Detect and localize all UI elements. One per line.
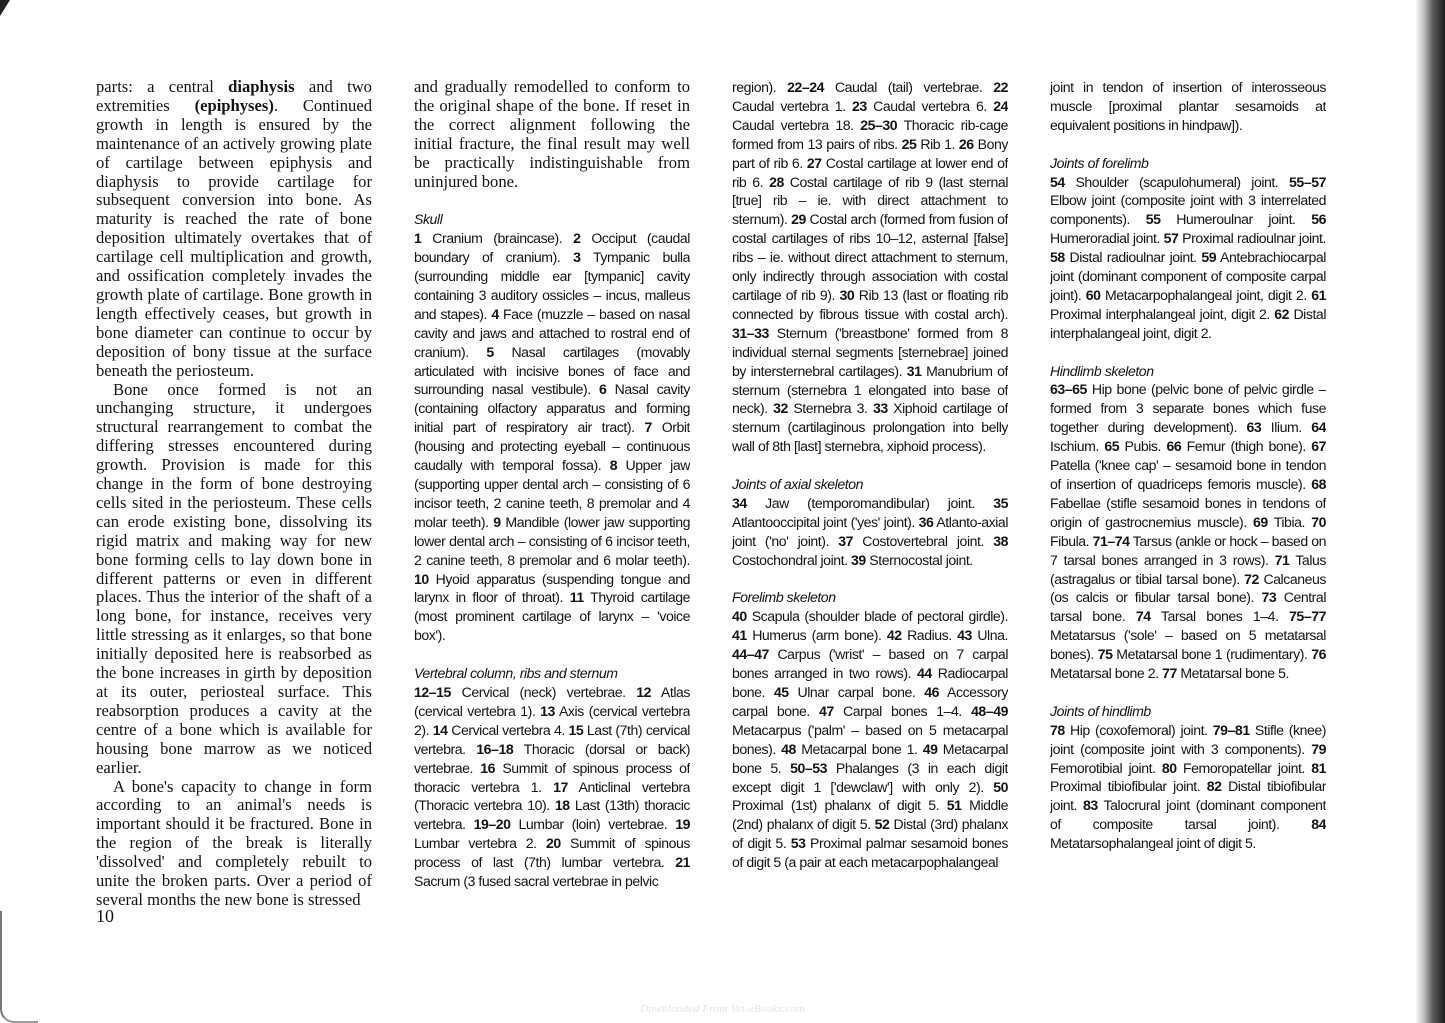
legend-description: Femorotibial joint. xyxy=(1050,759,1162,776)
legend-number: 6 xyxy=(598,381,607,398)
legend-number: 12–15 xyxy=(414,683,451,700)
legend-description: Atlanto-axial joint ('no' joint). xyxy=(732,513,1008,549)
text-run: parts: a central xyxy=(96,78,229,96)
section-body xyxy=(732,494,1008,570)
legend-number: 8 xyxy=(609,457,618,474)
legend-description: Costal cartilage of rib 9 (last sternal [true] rib – ie. with direct attachment to sternum). xyxy=(732,173,1008,228)
column-1 xyxy=(96,78,372,910)
legend-description: Rib 1. xyxy=(916,135,959,152)
legend-description: Costal arch (formed from fusion of costal cartilages of ribs 10–12, asternal [false] ribs – ie. without direct attachment to sternum, only indirectly through association with costal cartilage of rib 9). xyxy=(732,211,1008,303)
column-2 xyxy=(414,78,690,891)
legend-number: 10 xyxy=(414,570,429,587)
legend-number: 76 xyxy=(1311,646,1326,663)
legend-description: Caudal vertebra 1. xyxy=(732,97,853,114)
legend-description: Last (13th) thoracic vertebra. xyxy=(414,797,690,833)
section-body xyxy=(1050,380,1326,683)
legend-description: Distal interphalangeal joint, digit 2. xyxy=(1050,305,1326,341)
legend-number: 22–24 xyxy=(787,79,825,95)
legend-description: joint in tendon of insertion of interosseous muscle [proximal plantar sesamoids at equivalent positions in hindpaw]). xyxy=(1050,79,1326,133)
legend-description: Carpal bones 1–4. xyxy=(833,702,972,719)
legend-number: 71–74 xyxy=(1092,532,1130,549)
legend-number: 73 xyxy=(1261,589,1277,606)
legend-description: Tarsal bones 1–4. xyxy=(1150,608,1290,625)
legend-number: 47 xyxy=(819,702,834,719)
legend-number: 16–18 xyxy=(476,740,514,757)
legend-number: 35 xyxy=(993,494,1008,511)
legend-number: 59 xyxy=(1201,249,1217,266)
legend-number: 82 xyxy=(1206,778,1222,795)
legend-description: Nasal cartilages (movably articulated with incisive bones of face and surrounding nasal vestibule). xyxy=(414,343,690,398)
legend-number: 54 xyxy=(1050,173,1065,190)
section-body xyxy=(1050,721,1326,853)
legend-number: 18 xyxy=(554,797,570,814)
text-run: . Continued growth in length is ensured by the maintenance of an actively growing plate of cartilage between epiphysis and diaphysis to provide cartilage for subsequent conversion into bone. As maturity is reached the rate of bone deposition ultimately overtakes that of cartilage cell multiplication and growth, and ossification completely invades the growth plate of cartilage. Bone growth in length effectively ceases, but growth in bone diameter can continue to occur by deposition of bony tissue at the surface beneath the periosteum. xyxy=(96,95,372,380)
legend-description: Atlas (cervical vertebra 1). xyxy=(414,683,690,719)
legend-number: 61 xyxy=(1311,286,1326,303)
legend-number: 77 xyxy=(1162,665,1177,682)
legend-description: Ulnar carpal bone. xyxy=(788,683,925,700)
bold-term: (epiphyses) xyxy=(194,95,274,115)
legend-description: Central tarsal bone. xyxy=(1050,589,1326,625)
legend-description: Manubrium of sternum (sternebra 1 elongated into base of neck). xyxy=(732,362,1008,417)
book-spine-shadow xyxy=(1415,0,1445,1023)
legend-number: 60 xyxy=(1085,286,1101,303)
legend-number: 26 xyxy=(958,135,974,152)
legend-number: 11 xyxy=(569,589,584,606)
legend-description: Sternum ('breastbone' formed from 8 individual sternal segments [sternebrae] joined by intersternebral cartilages). xyxy=(732,324,1008,379)
legend-description: Ischium. xyxy=(1050,438,1105,455)
legend-number: 58 xyxy=(1050,249,1065,266)
legend-description: Metatarsal bone 5. xyxy=(1176,665,1289,682)
legend-section xyxy=(732,78,1008,456)
legend-description: Costovertebral joint. xyxy=(853,532,994,549)
legend-description: Hip bone (pelvic bone of pelvic girdle – formed from 3 separate bones which fuse together during development). xyxy=(1050,381,1326,436)
legend-number: 50–53 xyxy=(790,759,828,776)
legend-number: 22 xyxy=(993,79,1008,95)
legend-number: 15 xyxy=(568,721,584,738)
legend-description: Lumbar vertebra 2. xyxy=(414,835,546,852)
legend-description: Metacarpophalangeal joint, digit 2. xyxy=(1100,286,1312,303)
legend-number: 46 xyxy=(924,683,939,700)
legend-number: 20 xyxy=(545,835,561,852)
legend-description: Last (7th) cervical vertebra. xyxy=(414,721,690,757)
legend-number: 38 xyxy=(993,532,1008,549)
legend-description: Face (muzzle – based on nasal cavity and jaws and attached to rostral end of cranium). xyxy=(414,305,690,360)
legend-number: 3 xyxy=(573,249,581,266)
legend-description: Proximal palmar sesamoid bones of digit 5 (a pair at each metacarpophalangeal xyxy=(732,835,1008,871)
legend-number: 78 xyxy=(1050,721,1065,738)
column-4 xyxy=(1050,78,1326,853)
legend-number: 19–20 xyxy=(473,816,511,833)
legend-section xyxy=(1050,78,1326,135)
legend-number: 5 xyxy=(486,343,494,360)
legend-number: 63 xyxy=(1246,419,1262,436)
legend-description: Bony part of rib 6. xyxy=(732,135,1008,171)
legend-description: Thoracic (dorsal or back) vertebrae. xyxy=(414,740,690,776)
legend-description: Humeroulnar joint. xyxy=(1160,211,1312,228)
legend-description: Distal (3rd) phalanx of digit 5. xyxy=(732,816,1008,852)
legend-number: 4 xyxy=(491,305,499,322)
legend-description: Fabellae (stifle sesamoid bones in tendons of origin of gastrocnemius muscle). xyxy=(1050,494,1326,530)
legend-description: Humerus (arm bone). xyxy=(746,627,887,644)
column-3 xyxy=(732,78,1008,872)
legend-number: 74 xyxy=(1135,608,1151,625)
legend-description: Patella ('knee cap' – sesamoid bone in tendon of insertion of quadriceps femoris muscle). xyxy=(1050,457,1326,492)
legend-number: 25–30 xyxy=(860,116,898,133)
legend-section xyxy=(1050,154,1326,343)
legend-number: 67 xyxy=(1311,438,1326,455)
legend-description: Cranium (braincase). xyxy=(421,230,574,247)
legend-section xyxy=(414,664,690,891)
legend-number: 50 xyxy=(993,778,1008,795)
legend-number: 42 xyxy=(886,627,902,644)
legend-description: Metatarsophalangeal joint of digit 5. xyxy=(1050,835,1256,852)
legend-description: Metatarsus ('sole' – based on 5 metatarsal bones). xyxy=(1050,627,1326,663)
text-run: and two extremities xyxy=(96,78,372,115)
legend-description: Thoracic rib-cage formed from 13 pairs of ribs. xyxy=(732,116,1008,152)
body-paragraph-1 xyxy=(96,78,372,381)
legend-number: 24 xyxy=(993,97,1008,114)
legend-number: 7 xyxy=(644,419,652,436)
legend-number: 30 xyxy=(839,286,855,303)
legend-number: 51 xyxy=(946,797,962,814)
legend-description: Carpus ('wrist' – based on 7 carpal bones arranged in two rows). xyxy=(732,646,1008,682)
legend-description: Metacarpal bone 1. xyxy=(795,740,923,757)
legend-number: 57 xyxy=(1163,230,1179,247)
bold-term: diaphysis xyxy=(228,78,295,96)
legend-description: Calcaneus (os calcis or fibular tarsal bone). xyxy=(1050,570,1326,606)
legend-description: Upper jaw (supporting upper dental arch – consisting of 6 incisor teeth, 2 canine teeth, 8 premolar and 4 molar teeth). xyxy=(414,457,690,530)
section-body xyxy=(1050,173,1326,343)
legend-number: 28 xyxy=(769,173,784,190)
legend-number: 1 xyxy=(414,230,422,247)
legend-number: 75–77 xyxy=(1289,608,1326,625)
legend-description: Lumbar (loin) vertebrae. xyxy=(510,816,676,833)
legend-description: Summit of spinous process of thoracic vertebra 1. xyxy=(414,759,690,795)
legend-number: 75 xyxy=(1097,646,1113,663)
legend-description: Pubis. xyxy=(1119,438,1167,455)
legend-number: 36 xyxy=(918,513,934,530)
legend-number: 31 xyxy=(906,362,922,379)
legend-description: Cervical vertebra 4. xyxy=(447,721,569,738)
legend-description: Nasal cavity (containing olfactory apparatus and forming initial part of respiratory air tract). xyxy=(414,381,690,436)
legend-number: 33 xyxy=(872,400,888,417)
legend-description: Tarsus (ankle or hock – based on 7 tarsal bones arranged in 3 rows). xyxy=(1050,532,1326,568)
legend-number: 17 xyxy=(553,778,568,795)
legend-description: Tympanic bulla (surrounding middle ear [tympanic] cavity containing 3 auditory ossicles – incus, malleus and stapes). xyxy=(414,249,690,322)
legend-number: 65 xyxy=(1104,438,1120,455)
legend-number: 32 xyxy=(773,400,788,417)
legend-description: Shoulder (scapulohumeral) joint. xyxy=(1064,173,1290,190)
legend-description: Proximal tibiofibular joint. xyxy=(1050,778,1207,795)
legend-description: Metacarpus ('palm' – based on 5 metacarpal bones). xyxy=(732,721,1008,757)
legend-number: 56 xyxy=(1311,211,1326,228)
legend-description: Sternebra 3. xyxy=(787,400,873,417)
legend-description: Humeroradial joint. xyxy=(1050,230,1164,247)
page-corner-shadow xyxy=(0,0,10,16)
legend-description: Occiput (caudal boundary of cranium). xyxy=(414,230,690,266)
legend-number: 49 xyxy=(922,740,938,757)
legend-number: 55–57 xyxy=(1289,173,1326,190)
legend-description: Radiocarpal bone. xyxy=(732,665,1008,700)
legend-description: Axis (cervical vertebra 2). xyxy=(414,702,690,738)
legend-number: 83 xyxy=(1083,797,1098,814)
legend-description: Caudal vertebra 6. xyxy=(866,97,994,114)
legend-number: 81 xyxy=(1311,759,1326,776)
body-paragraph-2: Bone once formed is not an unchanging structure, it undergoes structural rearrangement to combat the differing stresses encountered during growth. Provision is made for this change in the form of bone destroying cells sited in the periosteum. These cells can erode existing bone, dissolving its rigid matrix and making way for new bone forming cells to lay down bone in different patterns or even in different places. Thus the interior of the shaft of a long bone, for instance, receives very little stressing as it enlarges, so that bone initially deposited here is reabsorbed as the bone increases in girth by deposition at its outer, periosteal surface. This reabsorption produces a cavity at the centre of a bone which is available for housing bone marrow as we noticed earlier. xyxy=(96,379,372,777)
legend-number: 25 xyxy=(901,135,917,152)
legend-section xyxy=(732,475,1008,570)
legend-description: Anticlinal vertebra (Thoracic vertebra 10). xyxy=(414,778,690,814)
legend-number: 72 xyxy=(1244,570,1259,587)
legend-description: Ulna. xyxy=(971,627,1008,644)
page-number: 10 xyxy=(96,906,114,926)
legend-description: Ilium. xyxy=(1261,419,1312,436)
legend-description: Proximal (1st) phalanx of digit 5. xyxy=(732,797,947,814)
legend-number: 52 xyxy=(874,816,890,833)
legend-number: 62 xyxy=(1274,305,1290,322)
legend-number: 79–81 xyxy=(1212,721,1250,738)
legend-number: 84 xyxy=(1311,816,1326,833)
legend-description: Femur (thigh bone). xyxy=(1181,438,1312,455)
legend-number: 23 xyxy=(852,97,867,114)
legend-description: Mandible (lower jaw supporting lower dental arch – consisting of 6 incisor teeth, 2 canine teeth, 8 premolar and 6 molar teeth). xyxy=(414,513,690,568)
section-body xyxy=(732,78,1008,456)
legend-number: 53 xyxy=(790,835,806,852)
legend-description: Orbit (housing and protecting eyeball – continuous caudally with temporal fossa). xyxy=(414,419,690,474)
legend-description: Atlantooccipital joint ('yes' joint). xyxy=(732,513,919,530)
legend-description: Summit of spinous process of last (7th) lumbar vertebra. xyxy=(414,835,690,871)
legend-description: Scapula (shoulder blade of pectoral girdle). xyxy=(746,608,1008,625)
legend-description: Costal cartilage at lower end of rib 6. xyxy=(732,154,1008,190)
legend-number: 21 xyxy=(675,854,690,871)
legend-number: 45 xyxy=(773,683,789,700)
legend-description: Fibula. xyxy=(1050,532,1093,549)
legend-number: 29 xyxy=(791,211,806,228)
legend-section xyxy=(1050,702,1326,853)
legend-number: 34 xyxy=(732,494,747,511)
legend-number: 79 xyxy=(1311,740,1326,757)
legend-description: Tibia. xyxy=(1267,513,1312,530)
section-heading: Vertebral column, ribs and sternum xyxy=(414,665,618,682)
legend-number: 16 xyxy=(480,759,496,776)
section-body xyxy=(414,229,690,645)
legend-section xyxy=(732,588,1008,872)
section-heading: Skull xyxy=(414,211,443,228)
legend-number: 70 xyxy=(1311,513,1326,530)
legend-description: Metacarpal bone 5. xyxy=(732,740,1008,776)
legend-description: Elbow joint (composite joint with 3 interrelated components). xyxy=(1050,192,1326,228)
legend-description: Distal radioulnar joint. xyxy=(1064,249,1202,266)
legend-number: 19 xyxy=(675,816,690,833)
legend-number: 39 xyxy=(851,551,866,568)
legend-number: 69 xyxy=(1252,513,1268,530)
legend-number: 44 xyxy=(917,665,932,682)
legend-number: 27 xyxy=(806,154,822,171)
section-body xyxy=(414,683,690,891)
legend-section xyxy=(414,210,690,645)
section-heading: Joints of axial skeleton xyxy=(732,476,863,493)
section-heading: Forelimb skeleton xyxy=(732,589,836,606)
legend-number: 37 xyxy=(838,532,853,549)
legend-number: 63–65 xyxy=(1050,381,1087,398)
legend-description: Thyroid cartilage (most prominent cartilage of larynx – 'voice box'). xyxy=(414,589,690,644)
legend-description: Xiphoid cartilage of sternum (cartilaginous prolongation into belly wall of 8th [last] sternebra, xiphoid process). xyxy=(732,400,1008,455)
section-heading: Joints of hindlimb xyxy=(1050,702,1151,719)
legend-description: Caudal vertebra 18. xyxy=(732,116,861,133)
legend-description: Talus (astragalus or tibial tarsal bone). xyxy=(1050,551,1326,587)
body-paragraph-3: A bone's capacity to change in form according to an animal's needs is important should it be fractured. Bone in the region of the break is literally 'dissolved' and completely rebuilt to unite the broken parts. Over a period of several months the new bone is stressed xyxy=(96,776,372,909)
legend-number: 55 xyxy=(1145,211,1161,228)
legend-description: Jaw (temporomandibular) joint. xyxy=(746,494,994,511)
legend-description: Hip (coxofemoral) joint. xyxy=(1064,721,1213,738)
section-body xyxy=(1050,78,1326,135)
legend-description: Femoropatellar joint. xyxy=(1176,759,1312,776)
legend-number: 64 xyxy=(1311,419,1326,436)
legend-description: Accessory carpal bone. xyxy=(732,683,1008,719)
legend-number: 9 xyxy=(493,513,501,530)
legend-number: 14 xyxy=(432,721,448,738)
legend-description: Sacrum (3 fused sacral vertebrae in pelvic xyxy=(414,873,659,890)
legend-description: Phalanges (3 in each digit except digit 1 ['dewclaw'] with only 2). xyxy=(732,759,1008,795)
section-heading: Hindlimb skeleton xyxy=(1050,362,1154,379)
section-heading: Joints of forelimb xyxy=(1050,154,1149,171)
legend-number: 48 xyxy=(781,740,796,757)
legend-description: Hyoid apparatus (suspending tongue and larynx in floor of throat). xyxy=(414,570,690,606)
legend-number: 71 xyxy=(1274,551,1290,568)
watermark-text: Downloaded From Vet-eBooks.com xyxy=(640,1003,805,1015)
legend-description: Metatarsal bone 1 (rudimentary). xyxy=(1112,646,1312,663)
legend-description: Rib 13 (last or floating rib connected by fibrous tissue with costal arch). xyxy=(732,286,1008,322)
legend-description: Radius. xyxy=(901,627,958,644)
legend-number: 68 xyxy=(1311,476,1326,492)
legend-description: Talocrural joint (dominant component of composite tarsal joint). xyxy=(1050,797,1326,833)
legend-section xyxy=(1050,362,1326,683)
intro-paragraph: and gradually remodelled to conform to the original shape of the bone. If reset in the correct alignment following the initial fracture, the final result may well be practically indistinguishable from uninjured bone. xyxy=(414,78,690,191)
legend-description: Caudal (tail) vertebrae. xyxy=(824,79,994,95)
legend-number: 12 xyxy=(636,683,652,700)
legend-description: region). xyxy=(732,79,788,95)
legend-number: 43 xyxy=(957,627,972,644)
legend-description: Costochondral joint. xyxy=(732,551,852,568)
legend-number: 2 xyxy=(573,230,581,247)
legend-number: 66 xyxy=(1166,438,1182,455)
legend-description: Antebrachiocarpal joint (dominant component of composite carpal joint). xyxy=(1050,249,1326,303)
legend-sections xyxy=(414,210,690,891)
legend-number: 13 xyxy=(540,702,555,719)
legend-number: 44–47 xyxy=(732,646,769,663)
section-body xyxy=(732,607,1008,872)
legend-number: 80 xyxy=(1161,759,1177,776)
legend-number: 31–33 xyxy=(732,324,769,341)
legend-description: Stifle (knee) joint (composite joint with 3 components). xyxy=(1050,721,1326,757)
legend-description: Proximal radioulnar joint. xyxy=(1178,230,1326,247)
legend-number: 41 xyxy=(732,627,747,644)
legend-description: Metatarsal bone 2. xyxy=(1050,665,1163,682)
legend-description: Sternocostal joint. xyxy=(865,551,973,568)
legend-description: Cervical (neck) vertebrae. xyxy=(450,683,637,700)
legend-number: 48–49 xyxy=(971,702,1008,719)
legend-number: 40 xyxy=(732,608,747,625)
legend-description: Middle (2nd) phalanx of digit 5. xyxy=(732,797,1008,833)
legend-description: Proximal interphalangeal joint, digit 2. xyxy=(1050,305,1275,322)
legend-description: Distal tibiofibular joint. xyxy=(1050,778,1326,814)
